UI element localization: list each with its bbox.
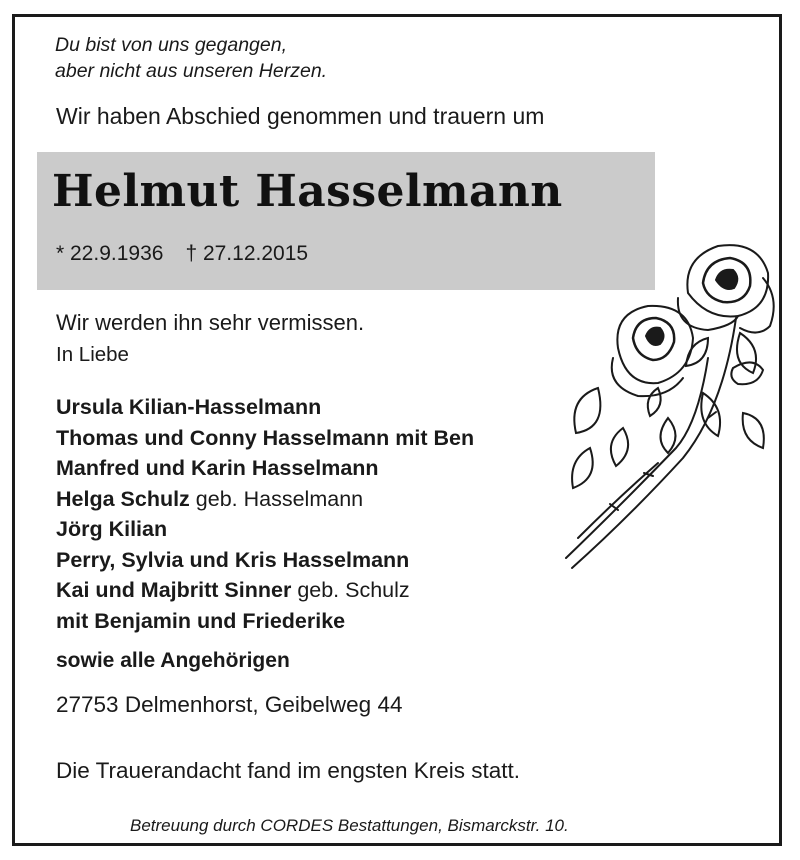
rose-illustration — [558, 238, 780, 578]
motto — [55, 32, 327, 84]
miss-text: Wir werden ihn sehr vermissen. — [56, 310, 365, 335]
life-dates — [56, 242, 308, 266]
birth-date: * 22.9.1936 — [56, 242, 164, 265]
mourner-line — [56, 545, 474, 576]
intro-text: Wir haben Abschied genommen und trauern um — [56, 103, 545, 129]
mourners-list — [56, 392, 474, 636]
mourner-name: Jörg Kilian — [56, 517, 168, 541]
funeral-home-footer: Betreuung durch CORDES Bestattungen, Bismarckstr. 10. — [130, 816, 569, 835]
address-text: 27753 Delmenhorst, Geibelweg 44 — [56, 692, 403, 717]
mourner-line — [56, 453, 474, 484]
motto-line-1: Du bist von uns gegangen, — [55, 34, 288, 56]
love-text: In Liebe — [56, 343, 129, 366]
mourner-name: Thomas und Conny Hasselmann mit Ben — [56, 425, 475, 450]
mourner-line — [56, 392, 474, 423]
mourner-name: Helga Schulz — [56, 486, 190, 511]
mourner-name: Manfred und Karin Hasselmann — [56, 456, 379, 480]
mourner-name: Perry, Sylvia und Kris Hasselmann — [56, 547, 410, 572]
death-date: † 27.12.2015 — [185, 242, 309, 265]
mourner-name: Kai und Majbritt Sinner — [56, 578, 292, 602]
mourner-name: Ursula Kilian-Hasselmann — [56, 395, 322, 419]
mourner-line — [56, 423, 474, 454]
mourner-line — [56, 484, 474, 515]
motto-line-2: aber nicht aus unseren Herzen. — [55, 60, 328, 82]
relatives-text: sowie alle Angehörigen — [56, 649, 290, 672]
ceremony-text: Die Trauerandacht fand im engsten Kreis statt. — [56, 758, 520, 783]
mourner-name: mit Benjamin und Friederike — [56, 608, 346, 633]
mourner-note: geb. Hasselmann — [195, 486, 364, 511]
deceased-name: Helmut Hasselmann — [52, 166, 563, 217]
mourner-line — [56, 606, 474, 637]
mourner-line — [56, 575, 474, 606]
mourner-note: geb. Schulz — [297, 578, 410, 602]
mourner-line — [56, 514, 474, 545]
